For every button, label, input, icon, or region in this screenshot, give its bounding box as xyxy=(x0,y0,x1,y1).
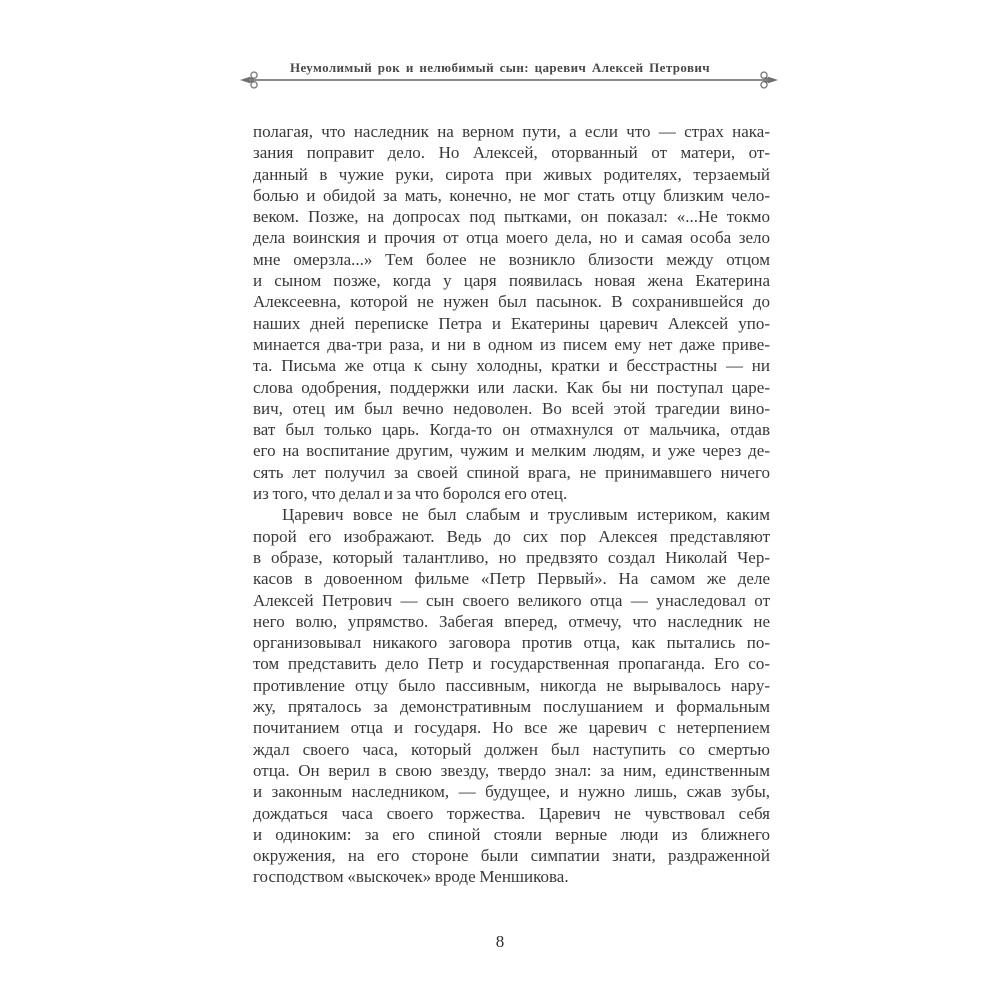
text-line: жу, пряталось за демонстративным послушанием и формальным xyxy=(253,697,770,717)
text-line: вич, отец им был вечно недоволен. Во всей этой трагедии вино- xyxy=(253,398,770,418)
text-line: ват был только царь. Когда-то он отмахнулся от мальчика, отдав xyxy=(253,420,770,440)
text-line: организовывал никакого заговора против отца, как пытались по- xyxy=(253,633,770,653)
text-line: окружения, на его стороне были симпатии знати, раздраженной xyxy=(253,846,770,866)
text-line: слова одобрения, поддержки или ласки. Как бы ни поступал царе- xyxy=(253,377,770,397)
text-line: полагая, что наследник на верном пути, а если что — страх нака- xyxy=(253,122,770,141)
text-line: Алексеевна, которой не нужен был пасынок. В сохранившейся до xyxy=(253,292,770,312)
paragraph xyxy=(253,121,770,504)
text-line: наших дней переписке Петра и Екатерины царевич Алексей упо- xyxy=(253,313,770,333)
text-line: минается два-три раза, и ни в одном из писем ему нет даже приве- xyxy=(253,334,770,354)
text-line: почитанием отца и государя. Но все же царевич с нетерпением xyxy=(253,718,770,738)
text-line: ждал своего часа, который должен был наступить со смертью xyxy=(253,739,770,759)
text-line: Царевич вовсе не был слабым и трусливым истериком, каким xyxy=(282,505,770,525)
header-rule xyxy=(243,70,775,90)
text-line: и сыном позже, когда у царя появилась новая жена Екатерина xyxy=(253,271,770,291)
text-line: сять лет получил за своей спиной врага, не принимавшего ничего xyxy=(253,462,770,482)
text-line: касов в довоенном фильме «Петр Первый». На самом же деле xyxy=(253,569,770,589)
text-line: дождаться часа своего торжества. Царевич не чувствовал себя xyxy=(253,803,770,823)
text-line: в образе, который талантливо, но предвзято создал Николай Чер- xyxy=(253,547,770,567)
text-line: дела воинския и прочия от отца моего дела, но и самая особа зело xyxy=(253,228,770,248)
text-line: мне омерзла...» Тем более не возникло близости между отцом xyxy=(253,249,770,269)
fleur-ornament-right-icon xyxy=(751,70,779,90)
text-line: из того, что делал и за что боролся его отец. xyxy=(253,484,568,504)
text-line: зания поправит дело. Но Алексей, оторванный от матери, от- xyxy=(253,143,770,163)
page-number: 8 xyxy=(495,932,505,951)
text-line: и законным наследником, — будущее, и нужно лишь, сжав зубы, xyxy=(253,782,770,802)
text-line: и одиноким: за его спиной стояли верные люди из ближнего xyxy=(253,824,770,844)
text-line: болью и обидой за мать, конечно, не мог стать отцу близким чело- xyxy=(253,185,770,205)
body-text xyxy=(253,121,770,888)
text-line: его на воспитание другим, чужим и мелким людям, и уже через де- xyxy=(253,441,770,461)
text-line: противление отцу было пассивным, никогда не вырывалось нару- xyxy=(253,675,770,695)
header-rule-line xyxy=(255,79,763,81)
text-line: него волю, упрямство. Забегая вперед, отмечу, что наследник не xyxy=(253,611,770,631)
text-line: Алексей Петрович — сын своего великого отца — унаследовал от xyxy=(253,590,770,610)
text-line: том представить дело Петр и государственная пропаганда. Его со- xyxy=(253,654,770,674)
text-line: данный в чужие руки, сирота при живых родителях, терзаемый xyxy=(253,164,770,184)
text-line: господством «выскочек» вроде Меншикова. xyxy=(253,867,569,887)
text-line: отца. Он верил в свою звезду, твердо знал: за ним, единственным xyxy=(253,760,770,780)
text-line: та. Письма же отца к сыну холодны, кратки и бесстрастны — ни xyxy=(253,356,770,376)
paragraph xyxy=(253,504,770,887)
text-line: порой его изображают. Ведь до сих пор Алексея представляют xyxy=(253,526,770,546)
running-head-title: Неумолимый рок и нелюбимый сын: царевич Алексей Петрович xyxy=(289,60,711,75)
text-line: веком. Позже, на допросах под пытками, он показал: «...Не токмо xyxy=(253,207,770,227)
